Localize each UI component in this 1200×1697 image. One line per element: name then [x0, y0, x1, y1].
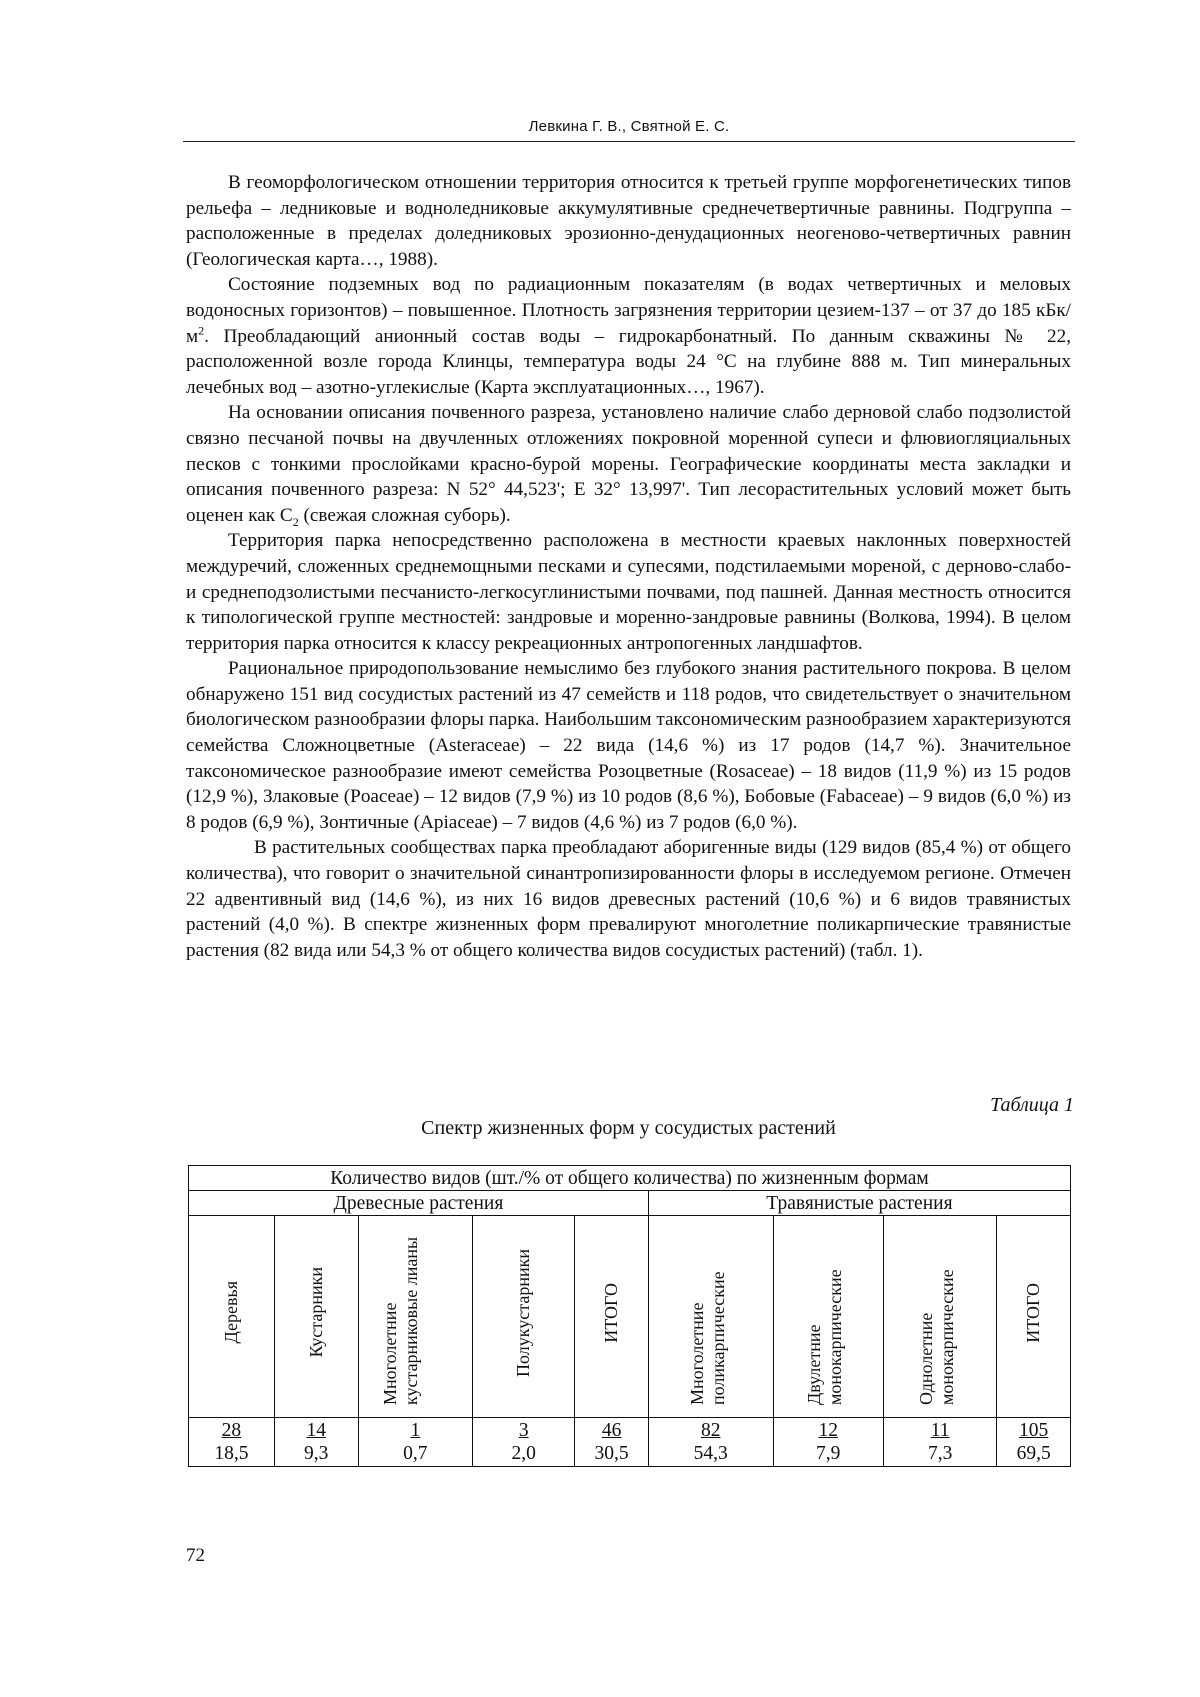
life-forms-table — [188, 1165, 1071, 1467]
column-header — [648, 1216, 773, 1418]
count-value: 14 — [306, 1420, 326, 1441]
body-text — [186, 170, 1071, 963]
paragraph-6: В растительных сообществах парка преобладают аборигенные виды (129 видов (85,4 %) от общего количества), что говорит о значительной синантропизированности флоры в исследуемом регионе. Отмечен 22 адвентивный вид (14,6 %), из них 16 видов древесных растений (10,6 %) и 6 видов травянистых растений (4,0 %). В спектре жизненных форм превалируют многолетние поликарпические травянистые растения (82 вида или 54,3 % от общего количества видов сосудистых растений) (табл. 1). — [186, 837, 1071, 961]
count-value: 3 — [518, 1420, 529, 1441]
table-group-herb: Травянистые растения — [648, 1191, 1070, 1216]
count-value: 46 — [601, 1420, 622, 1441]
column-header — [997, 1216, 1071, 1418]
percent-value: 7,9 — [816, 1443, 841, 1464]
column-header — [358, 1216, 472, 1418]
percent-value: 18,5 — [214, 1443, 249, 1464]
column-header-label: Однолетние монокарпические — [916, 1269, 958, 1405]
percent-value: 0,7 — [403, 1443, 428, 1464]
paragraph-2 — [186, 272, 1071, 400]
count-value: 28 — [221, 1420, 242, 1441]
table-cell — [883, 1418, 996, 1467]
column-header — [473, 1216, 575, 1418]
paragraph-2-text: Состояние подземных вод по радиационным показателям (в водах четвертичных и меловых водоносных горизонтов) – повышенное. Плотность загрязнения территории цезием-137 – от 37 до 185 кБк/м — [186, 274, 1071, 347]
table-cell — [473, 1418, 575, 1467]
column-header — [189, 1216, 275, 1418]
column-header-label: Многолетние кустарниковые лианы — [380, 1236, 422, 1405]
count-value: 1 — [410, 1420, 421, 1441]
subscript: 2 — [292, 514, 299, 529]
table-cell — [997, 1418, 1071, 1467]
paragraph-2-rest: . Преобладающий анионный состав воды – гидрокарбонатный. По данным скважины № 22, расположенной возле города Клинцы, температура воды 24 °С на глубине 888 м. Тип минеральных лечебных вод – азотно-углекислые (Карта эксплуатационных…, 1967). — [186, 325, 1071, 398]
percent-value: 30,5 — [594, 1443, 629, 1464]
percent-value: 54,3 — [693, 1443, 728, 1464]
column-header-label: ИТОГО — [601, 1282, 622, 1343]
table-cell — [274, 1418, 358, 1467]
table-cell — [189, 1418, 275, 1467]
table-label: Таблица 1 — [990, 1094, 1074, 1116]
percent-value: 69,5 — [1016, 1443, 1051, 1464]
percent-value: 2,0 — [511, 1443, 536, 1464]
running-head: Левкина Г. В., Святной Е. С. — [528, 118, 730, 135]
superscript: 2 — [198, 323, 205, 338]
page-number: 72 — [186, 1545, 205, 1566]
table-cell — [575, 1418, 649, 1467]
header-rule — [183, 141, 1075, 142]
table-caption: Спектр жизненных форм у сосудистых растений — [421, 1117, 836, 1139]
percent-value: 7,3 — [927, 1443, 953, 1464]
paragraph-3-text: На основании описания почвенного разреза, установлено наличие слабо дерновой слабо подзолистой связно песчаной почвы на двучленных отложениях покровной моренной супеси и флювиогляциальных песков с тонкими прослойками красно-бурой морены. Географические координаты места закладки и описания почвенного разреза: N 52° 44,523'; E 32° 13,997'. Тип лесорастительных условий может быть оценен как С — [186, 402, 1071, 526]
paragraph-4: Территория парка непосредственно расположена в местности краевых наклонных поверхностей междуречий, сложенных среднемощными песками и супесями, подстилаемыми мореной, с дерново-слабо- и среднеподзолистыми песчанисто-легкосуглинистыми почвами, под пашней. Данная местность относится к типологической группе местностей: зандровые и моренно-зандровые равнины (Волкова, 1994). В целом территория парка относится к классу рекреационных антропогенных ландшафтов. — [186, 530, 1071, 654]
table-group-woody: Древесные растения — [189, 1191, 649, 1216]
column-header — [773, 1216, 883, 1418]
table-cell — [773, 1418, 883, 1467]
column-header-label: Полукустарники — [513, 1248, 534, 1377]
column-header — [883, 1216, 996, 1418]
column-header-label: Кустарники — [305, 1267, 326, 1358]
column-header — [274, 1216, 358, 1418]
paragraph-3-rest: (свежая сложная суборь). — [298, 504, 511, 526]
count-value: 11 — [930, 1420, 950, 1441]
column-header-label: ИТОГО — [1023, 1282, 1044, 1343]
table-cell — [358, 1418, 472, 1467]
column-header — [575, 1216, 649, 1418]
column-header-label: Деревья — [220, 1281, 241, 1344]
paragraph-3 — [186, 400, 1071, 528]
paragraph-5: Рациональное природопользование немыслимо без глубокого знания растительного покрова. В целом обнаружено 151 вид сосудистых растений из 47 семейств и 118 родов, что свидетельствует о значительном биологическом разнообразии флоры парка. Наибольшим таксономическим разнообразием характеризуются семейства Сложноцветные (Asteraceae) – 22 вида (14,6 %) из 17 родов (14,7 %). Значительное таксономическое разнообразие имеют семейства Розоцветные (Rosaceae) – 18 видов (11,9 %) из 15 родов (12,9 %), Злаковые (Poaceae) – 12 видов (7,9 %) из 10 родов (8,6 %), Бобовые (Fabaceae) – 9 видов (6,0 %) из 8 родов (6,9 %), Зонтичные (Apiaceae) – 7 видов (4,6 %) из 7 родов (6,0 %). — [186, 658, 1071, 833]
table-cell — [648, 1418, 773, 1467]
column-header-label: Двулетние монокарпические — [804, 1269, 846, 1405]
count-value: 12 — [818, 1420, 838, 1441]
paragraph-1: В геоморфологическом отношении территория относится к третьей группе морфогенетических типов рельефа – ледниковые и водноледниковые аккумулятивные среднечетвертичные равнины. Подгруппа – расположенные в пределах доледниковых эрозионно-денудационных неогеново-четвертичных равнин (Геологическая карта…, 1988). — [186, 172, 1071, 270]
table-header-top: Количество видов (шт./% от общего количества) по жизненным формам — [189, 1166, 1071, 1191]
count-value: 105 — [1019, 1420, 1049, 1441]
column-header-label: Многолетние поликарпические — [686, 1271, 728, 1405]
count-value: 82 — [700, 1420, 721, 1441]
percent-value: 9,3 — [304, 1443, 329, 1464]
